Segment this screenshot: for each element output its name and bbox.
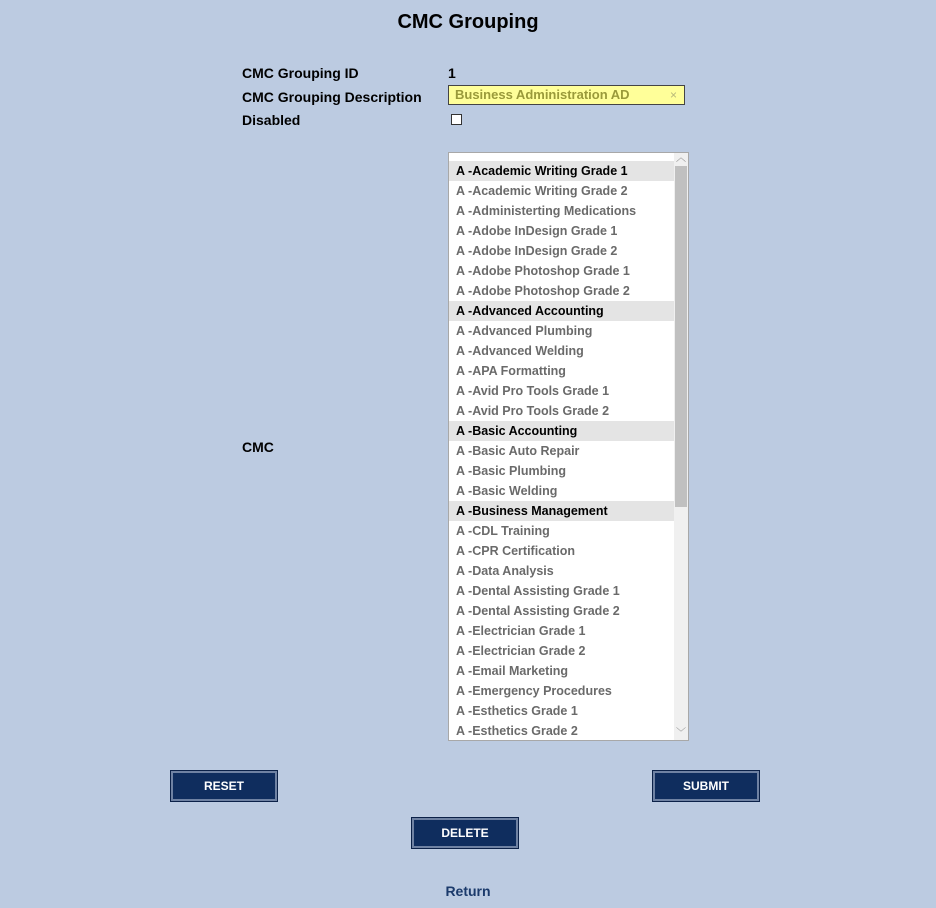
scroll-down-icon[interactable]: ﹀ xyxy=(676,728,686,739)
page-title: CMC Grouping xyxy=(397,11,539,33)
cmc-list-option[interactable]: A -Electrician Grade 2 xyxy=(456,644,586,658)
reset-button[interactable]: RESET xyxy=(171,771,277,801)
cmc-list-option[interactable]: A -CDL Training xyxy=(456,524,550,538)
submit-button[interactable]: SUBMIT xyxy=(653,771,759,801)
grouping-id-value: 1 xyxy=(448,65,456,81)
cmc-list-option[interactable]: A -Electrician Grade 1 xyxy=(456,624,586,638)
cmc-list-option[interactable]: A -Adobe InDesign Grade 1 xyxy=(456,224,618,238)
cmc-list-option[interactable]: A -Advanced Plumbing xyxy=(456,324,593,338)
cmc-list-option[interactable]: A -Dental Assisting Grade 2 xyxy=(456,604,620,618)
disabled-label: Disabled xyxy=(242,112,301,128)
clear-icon[interactable]: × xyxy=(669,88,677,102)
cmc-list-option[interactable]: A -Esthetics Grade 2 xyxy=(456,724,578,738)
cmc-list-option[interactable]: A -Emergency Procedures xyxy=(456,684,612,698)
cmc-list-option[interactable]: A -Basic Welding xyxy=(456,484,558,498)
cmc-list-option[interactable]: A -Academic Writing Grade 1 xyxy=(449,161,675,181)
cmc-label: CMC xyxy=(242,439,274,455)
grouping-id-label: CMC Grouping ID xyxy=(242,65,359,81)
cmc-list-option[interactable]: A -Data Analysis xyxy=(456,564,554,578)
cmc-list-items xyxy=(449,161,675,741)
cmc-list-option[interactable]: A -Adobe Photoshop Grade 2 xyxy=(456,284,630,298)
scrollbar-thumb[interactable] xyxy=(675,166,687,507)
disabled-checkbox[interactable] xyxy=(451,114,462,125)
cmc-list-option[interactable]: A -Academic Writing Grade 2 xyxy=(456,184,628,198)
cmc-list-option[interactable]: A -Adobe Photoshop Grade 1 xyxy=(456,264,630,278)
cmc-listbox[interactable] xyxy=(448,152,689,741)
grouping-description-input[interactable] xyxy=(449,86,665,104)
cmc-list-option[interactable]: A -Administerting Medications xyxy=(456,204,637,218)
cmc-list-option[interactable]: A -Esthetics Grade 1 xyxy=(456,704,578,718)
cmc-list-option[interactable]: A -Avid Pro Tools Grade 1 xyxy=(456,384,610,398)
cmc-list-option[interactable]: A -Business Management xyxy=(449,501,675,521)
cmc-list-option[interactable]: A -CPR Certification xyxy=(456,544,575,558)
cmc-list-option[interactable]: A -Email Marketing xyxy=(456,664,569,678)
cmc-list-option[interactable]: A -Basic Accounting xyxy=(449,421,675,441)
return-link[interactable]: Return xyxy=(445,883,491,899)
listbox-scrollbar[interactable] xyxy=(674,153,688,740)
grouping-description-field-wrapper xyxy=(448,85,685,105)
cmc-list-option[interactable]: A -Adobe InDesign Grade 2 xyxy=(456,244,618,258)
scroll-up-icon[interactable]: ︿ xyxy=(676,153,686,164)
cmc-list-option[interactable]: A -APA Formatting xyxy=(456,364,566,378)
cmc-list-option[interactable]: A -Dental Assisting Grade 1 xyxy=(456,584,620,598)
cmc-list-option[interactable]: A -Advanced Welding xyxy=(456,344,584,358)
cmc-list-option[interactable]: A -Avid Pro Tools Grade 2 xyxy=(456,404,610,418)
cmc-list-option[interactable]: A -Basic Plumbing xyxy=(456,464,566,478)
cmc-list-option[interactable]: A -Advanced Accounting xyxy=(449,301,675,321)
delete-button[interactable]: DELETE xyxy=(412,818,518,848)
grouping-description-label: CMC Grouping Description xyxy=(242,89,422,105)
cmc-list-option[interactable]: A -Basic Auto Repair xyxy=(456,444,580,458)
